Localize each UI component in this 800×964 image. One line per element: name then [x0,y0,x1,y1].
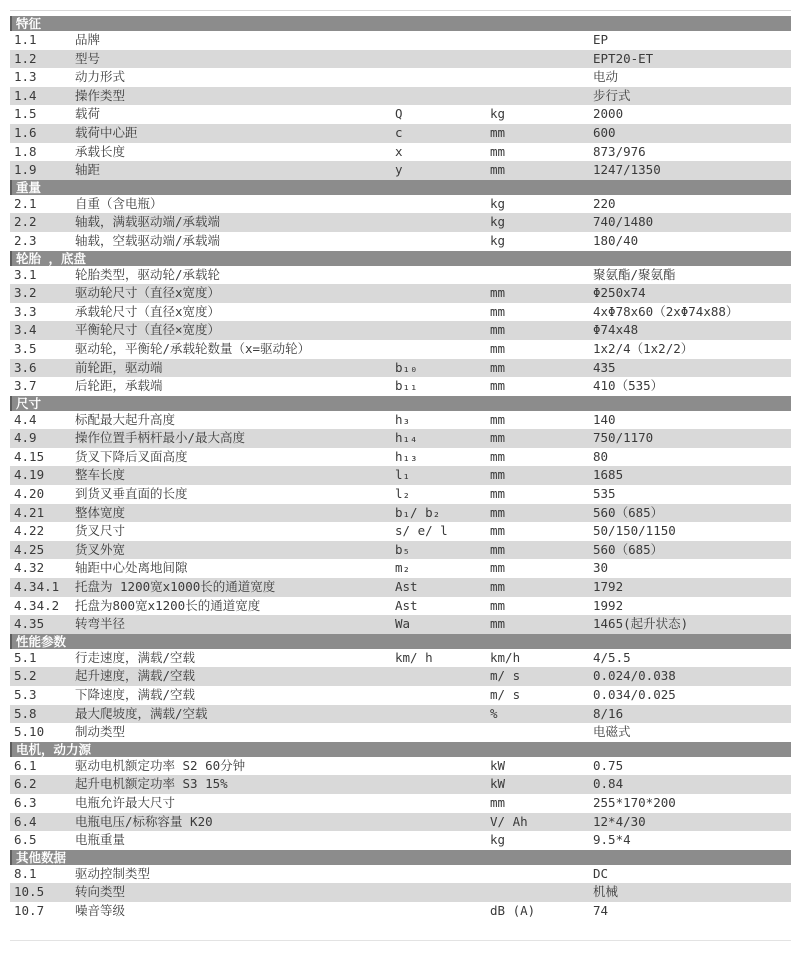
section-header: 电机，动力源 [10,742,791,757]
table-row [10,723,791,742]
row-value: 873/976 [593,143,646,159]
row-value: 1685 [593,467,624,483]
row-unit: mm [490,597,506,613]
row-unit: kg [490,232,506,248]
row-value: 0.034/0.025 [593,687,676,702]
row-label: 操作类型 [75,87,126,103]
table-row [10,649,791,668]
row-symbol: y [395,162,403,178]
row-label: 下降速度，满载/空载 [75,687,196,702]
row-unit: mm [490,359,506,375]
row-symbol [395,232,490,251]
row-symbol [395,705,490,724]
row-label: 平衡轮尺寸（直径×宽度） [75,322,221,338]
row-value: 1247/1350 [593,162,661,178]
row-unit: mm [490,124,506,140]
row-symbol [395,31,490,50]
row-value: 535 [593,486,616,502]
row-number: 3.4 [14,322,37,338]
row-label: 轴距中心处离地间隙 [75,560,188,576]
table-row [10,615,791,634]
row-symbol [395,195,490,214]
row-label: 转向类型 [75,884,126,900]
row-symbol [395,266,490,285]
row-symbol: l₁ [395,467,411,483]
row-unit: mm [490,504,506,520]
row-symbol: h₃ [395,411,411,427]
row-label: 自重（含电瓶） [75,195,163,211]
table-row [10,813,791,832]
row-unit [490,31,593,50]
row-label: 噪音等级 [75,902,126,918]
row-label: 驱动轮尺寸（直径x宽度） [75,285,221,301]
row-label: 驱动控制类型 [75,865,151,881]
table-row [10,161,791,180]
row-number: 4.4 [14,411,37,427]
row-symbol: c [395,124,403,140]
row-unit: mm [490,579,506,595]
row-number: 3.5 [14,340,37,356]
row-unit [490,50,593,69]
row-label: 行走速度，满载/空载 [75,649,196,665]
row-label: 动力形式 [75,69,126,85]
row-value: 聚氨酯/聚氨酯 [593,266,676,282]
row-label: 品牌 [75,32,101,47]
row-unit: mm [490,616,506,632]
row-number: 1.6 [14,124,37,140]
table-row [10,902,791,921]
row-number: 1.4 [14,87,37,103]
row-symbol: b₅ [395,541,411,557]
row-symbol [395,883,490,902]
section-header: 特征 [10,16,791,31]
table-row [10,448,791,467]
table-row [10,143,791,162]
row-unit: % [490,705,498,721]
table-row [10,705,791,724]
row-value: 180/40 [593,232,639,248]
row-label: 载荷 [75,106,101,122]
row-label: 整车长度 [75,467,126,483]
row-number: 4.34.1 [14,579,60,595]
table-row [10,303,791,322]
row-unit: m/ s [490,687,521,702]
section-header: 性能参数 [10,634,791,649]
row-symbol [395,321,490,340]
row-label: 承载轮尺寸（直径x宽度） [75,303,221,319]
section-header: 尺寸 [10,396,791,411]
table-row [10,466,791,485]
row-symbol: s/ e/ l [395,523,448,539]
row-symbol: h₁₃ [395,448,418,464]
row-unit: mm [490,303,506,319]
row-label: 前轮距，驱动端 [75,359,163,375]
row-label: 起升速度，满载/空载 [75,668,196,684]
row-label: 轮胎类型，驱动轮/承载轮 [75,266,221,282]
row-symbol: h₁₄ [395,430,418,446]
row-number: 2.1 [14,195,37,211]
row-value: 435 [593,359,616,375]
row-value: 0.024/0.038 [593,668,676,684]
row-label: 电瓶电压/标称容量 K20 [75,813,213,829]
row-label: 后轮距，承载端 [75,378,163,394]
row-unit: mm [490,448,506,464]
row-value: 12*4/30 [593,813,646,829]
row-number: 2.3 [14,232,37,248]
table-row [10,195,791,214]
row-label: 托盘为800宽x1200长的通道宽度 [75,597,261,613]
row-unit: km/h [490,649,521,665]
row-symbol [395,87,490,106]
row-number: 10.5 [14,884,45,900]
row-symbol [395,723,490,742]
row-number: 8.1 [14,865,37,881]
row-symbol: l₂ [395,486,411,502]
row-label: 到货叉垂直面的长度 [75,486,188,502]
row-symbol: x [395,143,403,159]
row-unit: m/ s [490,668,521,684]
row-symbol [395,303,490,322]
row-unit: kg [490,195,506,211]
row-unit [490,865,593,884]
row-symbol [395,757,490,776]
table-row [10,284,791,303]
row-number: 4.19 [14,467,45,483]
row-number: 3.1 [14,266,37,282]
table-row [10,794,791,813]
table-row [10,68,791,87]
table-row [10,865,791,884]
row-unit: mm [490,430,506,446]
row-value: 1792 [593,579,624,595]
row-number: 3.2 [14,285,37,301]
row-symbol: b₁/ b₂ [395,504,441,520]
row-value: 0.75 [593,757,624,773]
table-row [10,667,791,686]
table-row [10,775,791,794]
row-symbol [395,50,490,69]
table-row [10,757,791,776]
row-label: 制动类型 [75,724,126,740]
table-row [10,831,791,850]
section-header: 其他数据 [10,850,791,865]
row-value: 9.5*4 [593,832,631,848]
table-row [10,124,791,143]
table-row [10,522,791,541]
row-label: 最大爬坡度，满载/空载 [75,705,208,721]
row-label: 货叉外宽 [75,541,126,557]
row-symbol [395,902,490,921]
row-value: 220 [593,195,616,211]
row-symbol [395,284,490,303]
row-symbol [395,831,490,850]
row-number: 4.20 [14,486,45,502]
table-row [10,266,791,285]
table-row [10,504,791,523]
row-number: 2.2 [14,214,37,230]
row-number: 6.4 [14,813,37,829]
row-value: 30 [593,560,609,576]
row-value: 1992 [593,597,624,613]
table-row [10,883,791,902]
row-number: 1.3 [14,69,37,85]
row-number: 4.34.2 [14,597,60,613]
row-number: 4.15 [14,448,45,464]
row-number: 6.3 [14,794,37,810]
spec-table [10,16,791,921]
row-value: 560（685） [593,541,664,557]
row-unit: kW [490,757,506,773]
table-row [10,321,791,340]
row-unit: mm [490,143,506,159]
row-number: 3.7 [14,378,37,394]
row-symbol: b₁₀ [395,359,418,375]
row-unit: mm [490,378,506,394]
row-number: 4.35 [14,616,45,632]
row-number: 10.7 [14,902,45,918]
table-row [10,105,791,124]
table-row [10,213,791,232]
table-row [10,232,791,251]
row-label: 货叉下降后叉面高度 [75,448,188,464]
row-value: 1465(起升状态) [593,616,689,632]
row-symbol [395,865,490,884]
row-number: 4.22 [14,523,45,539]
row-symbol: Q [395,106,403,122]
row-value: 1x2/4（1x2/2） [593,340,694,356]
section-header: 轮胎 ，底盘 [10,251,791,266]
row-symbol [395,213,490,232]
row-value: 步行式 [593,87,631,103]
row-value: 740/1480 [593,214,654,230]
row-symbol [395,667,490,686]
table-row [10,686,791,705]
row-label: 载荷中心距 [75,124,138,140]
row-number: 5.2 [14,668,37,684]
row-value: 255*170*200 [593,794,676,810]
row-unit: mm [490,523,506,539]
row-symbol: b₁₁ [395,378,418,394]
row-symbol [395,686,490,705]
row-value: 600 [593,124,616,140]
row-value: 140 [593,411,616,427]
table-row [10,541,791,560]
row-label: 电瓶允许最大尺寸 [75,794,176,810]
row-value: 电动 [593,69,619,85]
row-value: 560（685） [593,504,664,520]
table-row [10,559,791,578]
row-symbol [395,68,490,87]
row-label: 驱动电机额定功率 S2 60分钟 [75,757,246,773]
table-row [10,340,791,359]
table-row [10,485,791,504]
row-label: 承载长度 [75,143,126,159]
table-row [10,31,791,50]
row-number: 5.3 [14,687,37,702]
table-row [10,429,791,448]
row-unit [490,87,593,106]
row-value: 机械 [593,884,619,900]
row-number: 1.8 [14,143,37,159]
row-number: 4.9 [14,430,37,446]
row-unit: mm [490,411,506,427]
row-label: 标配最大起升高度 [75,411,176,427]
row-value: Φ74x48 [593,322,639,338]
row-number: 5.1 [14,649,37,665]
row-value: 0.84 [593,776,624,792]
section-header: 重量 [10,180,791,195]
row-unit: mm [490,322,506,338]
table-row [10,359,791,378]
row-unit: mm [490,162,506,178]
row-symbol [395,794,490,813]
row-label: 轴载，空载驱动端/承载端 [75,232,221,248]
row-unit: kg [490,832,506,848]
row-label: 轴载，满载驱动端/承载端 [75,214,221,230]
row-symbol: km/ h [395,649,433,665]
row-value: 750/1170 [593,430,654,446]
row-symbol: Ast [395,579,418,595]
row-value: 80 [593,448,609,464]
row-value: 50/150/1150 [593,523,676,539]
row-symbol [395,775,490,794]
top-rule [10,10,791,11]
table-row [10,87,791,106]
row-unit: kg [490,214,506,230]
row-unit: V/ Ah [490,813,528,829]
row-unit [490,68,593,87]
row-value: EP [593,32,609,47]
table-row [10,578,791,597]
row-value: 2000 [593,106,624,122]
row-number: 6.5 [14,832,37,848]
row-value: 4xΦ78x60（2xΦ74x88） [593,303,739,319]
table-row [10,411,791,430]
row-label: 驱动轮，平衡轮/承载轮数量（x=驱动轮） [75,340,311,356]
row-label: 型号 [75,50,101,66]
row-number: 6.1 [14,757,37,773]
row-value: 8/16 [593,705,624,721]
row-symbol [395,813,490,832]
row-number: 5.10 [14,724,45,740]
row-label: 轴距 [75,162,101,178]
row-unit: mm [490,486,506,502]
table-row [10,50,791,69]
row-label: 整体宽度 [75,504,126,520]
row-unit: mm [490,340,506,356]
row-number: 1.2 [14,50,37,66]
row-unit [490,883,593,902]
row-unit: mm [490,467,506,483]
row-number: 4.25 [14,541,45,557]
row-value: 4/5.5 [593,649,631,665]
row-label: 转弯半径 [75,616,126,632]
row-value: EPT20-ET [593,50,654,66]
row-symbol: Ast [395,597,418,613]
row-symbol: m₂ [395,560,411,576]
row-number: 3.6 [14,359,37,375]
row-value: DC [593,865,609,881]
row-symbol [395,340,490,359]
row-number: 1.1 [14,32,37,47]
row-value: 410（535） [593,378,664,394]
row-number: 1.5 [14,106,37,122]
row-label: 操作位置手柄杆最小/最大高度 [75,430,246,446]
row-number: 4.32 [14,560,45,576]
row-symbol: Wa [395,616,411,632]
row-value: 74 [593,902,609,918]
row-unit [490,266,593,285]
row-unit: mm [490,560,506,576]
row-label: 货叉尺寸 [75,523,126,539]
bottom-rule [10,940,791,941]
row-number: 5.8 [14,705,37,721]
row-unit: mm [490,285,506,301]
row-number: 1.9 [14,162,37,178]
row-unit [490,723,593,742]
row-unit: kg [490,106,506,122]
row-value: 电磁式 [593,724,631,740]
row-unit: kW [490,776,506,792]
row-label: 起升电机额定功率 S3 15% [75,776,228,792]
row-number: 6.2 [14,776,37,792]
row-value: Φ250x74 [593,285,646,301]
row-unit: mm [490,541,506,557]
row-unit: dB (A) [490,902,536,918]
row-unit: mm [490,794,506,810]
table-row [10,377,791,396]
row-label: 托盘为 1200宽x1000长的通道宽度 [75,579,276,595]
row-label: 电瓶重量 [75,832,126,848]
row-number: 3.3 [14,303,37,319]
row-number: 4.21 [14,504,45,520]
table-row [10,597,791,616]
